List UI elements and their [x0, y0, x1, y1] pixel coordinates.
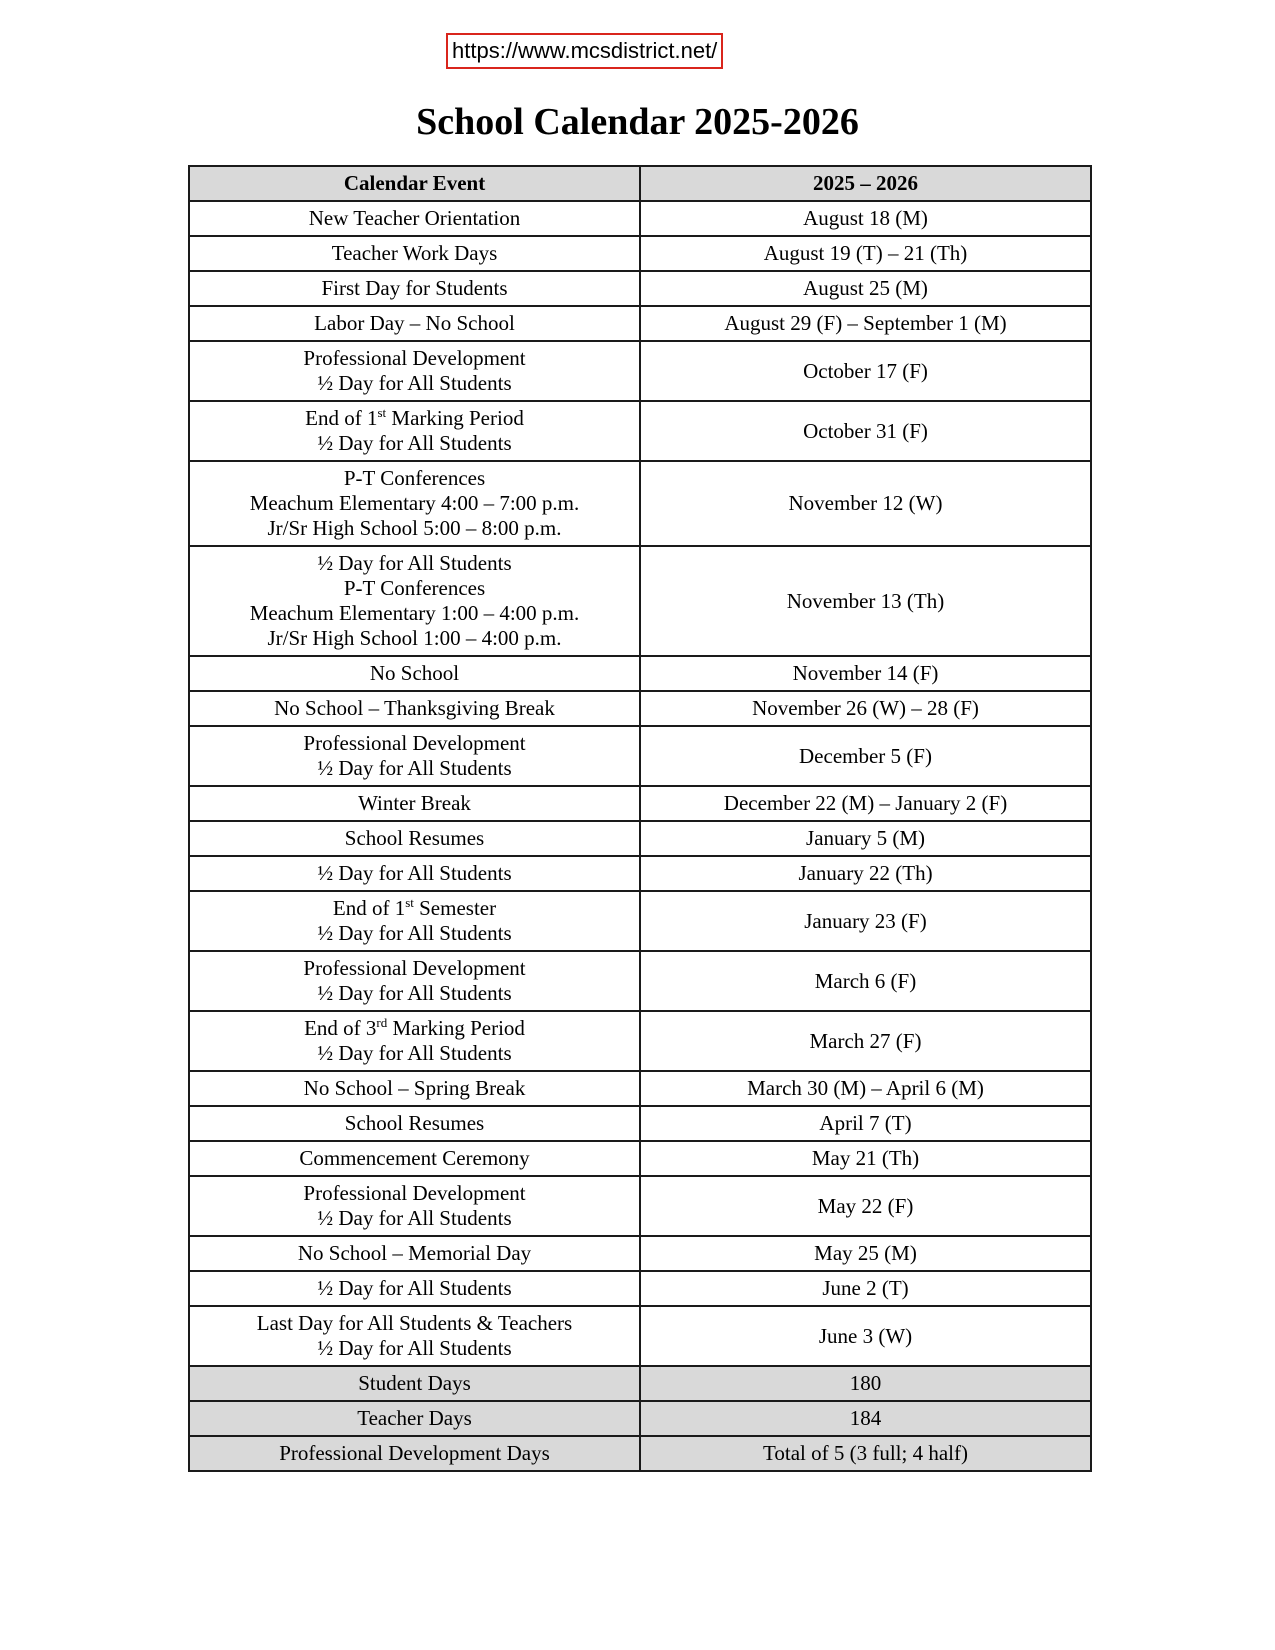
event-line: No School – Thanksgiving Break	[274, 696, 555, 720]
table-row	[189, 1011, 1091, 1071]
date-cell: January 22 (Th)	[640, 856, 1091, 891]
event-line	[194, 1016, 635, 1041]
table-row	[189, 1071, 1091, 1106]
date-cell: August 18 (M)	[640, 201, 1091, 236]
table-row	[189, 1271, 1091, 1306]
summary-row	[189, 1436, 1091, 1471]
event-line: ½ Day for All Students	[317, 1206, 512, 1230]
date-cell: March 6 (F)	[640, 951, 1091, 1011]
date-cell: May 25 (M)	[640, 1236, 1091, 1271]
table-row	[189, 1141, 1091, 1176]
event-cell	[189, 306, 640, 341]
event-line: Professional Development	[303, 1181, 526, 1205]
date-cell: March 30 (M) – April 6 (M)	[640, 1071, 1091, 1106]
event-line: ½ Day for All Students	[317, 551, 512, 575]
event-cell	[189, 236, 640, 271]
calendar-table-body	[189, 201, 1091, 1471]
table-row	[189, 1176, 1091, 1236]
event-cell	[189, 461, 640, 546]
summary-value: Total of 5 (3 full; 4 half)	[640, 1436, 1091, 1471]
event-line: Teacher Work Days	[331, 241, 498, 265]
table-row	[189, 341, 1091, 401]
table-row	[189, 546, 1091, 656]
event-line: New Teacher Orientation	[308, 206, 521, 230]
summary-value: 180	[640, 1366, 1091, 1401]
event-line: Last Day for All Students & Teachers	[256, 1311, 573, 1335]
date-cell: January 23 (F)	[640, 891, 1091, 951]
date-cell: November 12 (W)	[640, 461, 1091, 546]
date-cell: March 27 (F)	[640, 1011, 1091, 1071]
event-line: Winter Break	[358, 791, 471, 815]
table-row	[189, 691, 1091, 726]
table-row	[189, 821, 1091, 856]
event-line: ½ Day for All Students	[317, 371, 512, 395]
event-line: ½ Day for All Students	[317, 861, 512, 885]
date-cell: August 29 (F) – September 1 (M)	[640, 306, 1091, 341]
date-cell: October 31 (F)	[640, 401, 1091, 461]
event-line: ½ Day for All Students	[317, 1276, 512, 1300]
date-cell: January 5 (M)	[640, 821, 1091, 856]
event-line: School Resumes	[344, 1111, 485, 1135]
event-line: No School – Spring Break	[303, 1076, 526, 1100]
event-line: Professional Development	[303, 731, 526, 755]
event-line: Commencement Ceremony	[299, 1146, 530, 1170]
table-row	[189, 951, 1091, 1011]
url-link[interactable]: https://www.mcsdistrict.net/	[446, 33, 723, 69]
table-row	[189, 656, 1091, 691]
event-cell	[189, 1236, 640, 1271]
event-line: Jr/Sr High School 1:00 – 4:00 p.m.	[267, 626, 562, 650]
event-line-text: End of 3	[304, 1016, 377, 1040]
event-line-text: Marking Period	[386, 406, 524, 430]
table-row	[189, 271, 1091, 306]
table-row	[189, 1106, 1091, 1141]
event-line: ½ Day for All Students	[317, 756, 512, 780]
date-cell: June 3 (W)	[640, 1306, 1091, 1366]
event-line: First Day for Students	[321, 276, 508, 300]
table-row	[189, 1306, 1091, 1366]
table-row	[189, 306, 1091, 341]
event-cell	[189, 401, 640, 461]
event-cell	[189, 1106, 640, 1141]
event-cell	[189, 1176, 640, 1236]
event-cell	[189, 856, 640, 891]
event-cell	[189, 821, 640, 856]
table-row	[189, 461, 1091, 546]
date-cell: May 22 (F)	[640, 1176, 1091, 1236]
event-line	[194, 406, 635, 431]
table-row	[189, 726, 1091, 786]
event-line: Labor Day – No School	[314, 311, 515, 335]
event-line: Professional Development	[303, 956, 526, 980]
event-line: P-T Conferences	[343, 576, 486, 600]
event-line: No School	[369, 661, 460, 685]
event-cell	[189, 1141, 640, 1176]
date-cell: November 26 (W) – 28 (F)	[640, 691, 1091, 726]
summary-label: Teacher Days	[189, 1401, 640, 1436]
ordinal-suffix: st	[377, 405, 387, 420]
event-cell	[189, 1271, 640, 1306]
table-row	[189, 236, 1091, 271]
event-line: Meachum Elementary 1:00 – 4:00 p.m.	[249, 601, 580, 625]
summary-label: Professional Development Days	[189, 1436, 640, 1471]
ordinal-suffix: st	[405, 895, 414, 910]
date-cell: November 14 (F)	[640, 656, 1091, 691]
calendar-table	[188, 165, 1092, 1472]
event-line: ½ Day for All Students	[317, 1041, 512, 1065]
table-row	[189, 201, 1091, 236]
date-cell: August 19 (T) – 21 (Th)	[640, 236, 1091, 271]
table-row	[189, 1236, 1091, 1271]
date-cell: June 2 (T)	[640, 1271, 1091, 1306]
date-cell: December 5 (F)	[640, 726, 1091, 786]
event-line	[194, 896, 635, 921]
event-line-text: End of 1	[305, 406, 378, 430]
event-line: ½ Day for All Students	[317, 921, 512, 945]
event-cell	[189, 1071, 640, 1106]
table-row	[189, 856, 1091, 891]
event-line-text: End of 1	[332, 896, 406, 920]
event-cell	[189, 201, 640, 236]
event-cell	[189, 546, 640, 656]
summary-value: 184	[640, 1401, 1091, 1436]
summary-row	[189, 1401, 1091, 1436]
date-cell: October 17 (F)	[640, 341, 1091, 401]
event-line-text: Semester	[413, 896, 497, 920]
ordinal-suffix: rd	[376, 1015, 388, 1030]
event-cell	[189, 891, 640, 951]
event-cell	[189, 786, 640, 821]
date-cell: May 21 (Th)	[640, 1141, 1091, 1176]
column-header-date: 2025 – 2026	[640, 166, 1091, 201]
table-row	[189, 401, 1091, 461]
event-line: Professional Development	[303, 346, 526, 370]
table-row	[189, 786, 1091, 821]
event-cell	[189, 341, 640, 401]
event-cell	[189, 1306, 640, 1366]
summary-label: Student Days	[189, 1366, 640, 1401]
event-cell	[189, 656, 640, 691]
date-cell: August 25 (M)	[640, 271, 1091, 306]
event-line: School Resumes	[344, 826, 485, 850]
event-line: ½ Day for All Students	[317, 981, 512, 1005]
event-cell	[189, 951, 640, 1011]
event-cell	[189, 271, 640, 306]
event-line: No School – Memorial Day	[297, 1241, 532, 1265]
date-cell: December 22 (M) – January 2 (F)	[640, 786, 1091, 821]
table-header-row	[189, 166, 1091, 201]
event-cell	[189, 691, 640, 726]
event-line: Jr/Sr High School 5:00 – 8:00 p.m.	[267, 516, 562, 540]
date-cell: April 7 (T)	[640, 1106, 1091, 1141]
summary-row	[189, 1366, 1091, 1401]
table-row	[189, 891, 1091, 951]
date-cell: November 13 (Th)	[640, 546, 1091, 656]
event-line: Meachum Elementary 4:00 – 7:00 p.m.	[249, 491, 580, 515]
event-cell	[189, 1011, 640, 1071]
event-line: ½ Day for All Students	[317, 1336, 512, 1360]
event-cell	[189, 726, 640, 786]
event-line: P-T Conferences	[343, 466, 486, 490]
event-line: ½ Day for All Students	[317, 431, 512, 455]
column-header-event: Calendar Event	[189, 166, 640, 201]
event-line-text: Marking Period	[387, 1016, 525, 1040]
page-title: School Calendar 2025-2026	[416, 101, 859, 143]
